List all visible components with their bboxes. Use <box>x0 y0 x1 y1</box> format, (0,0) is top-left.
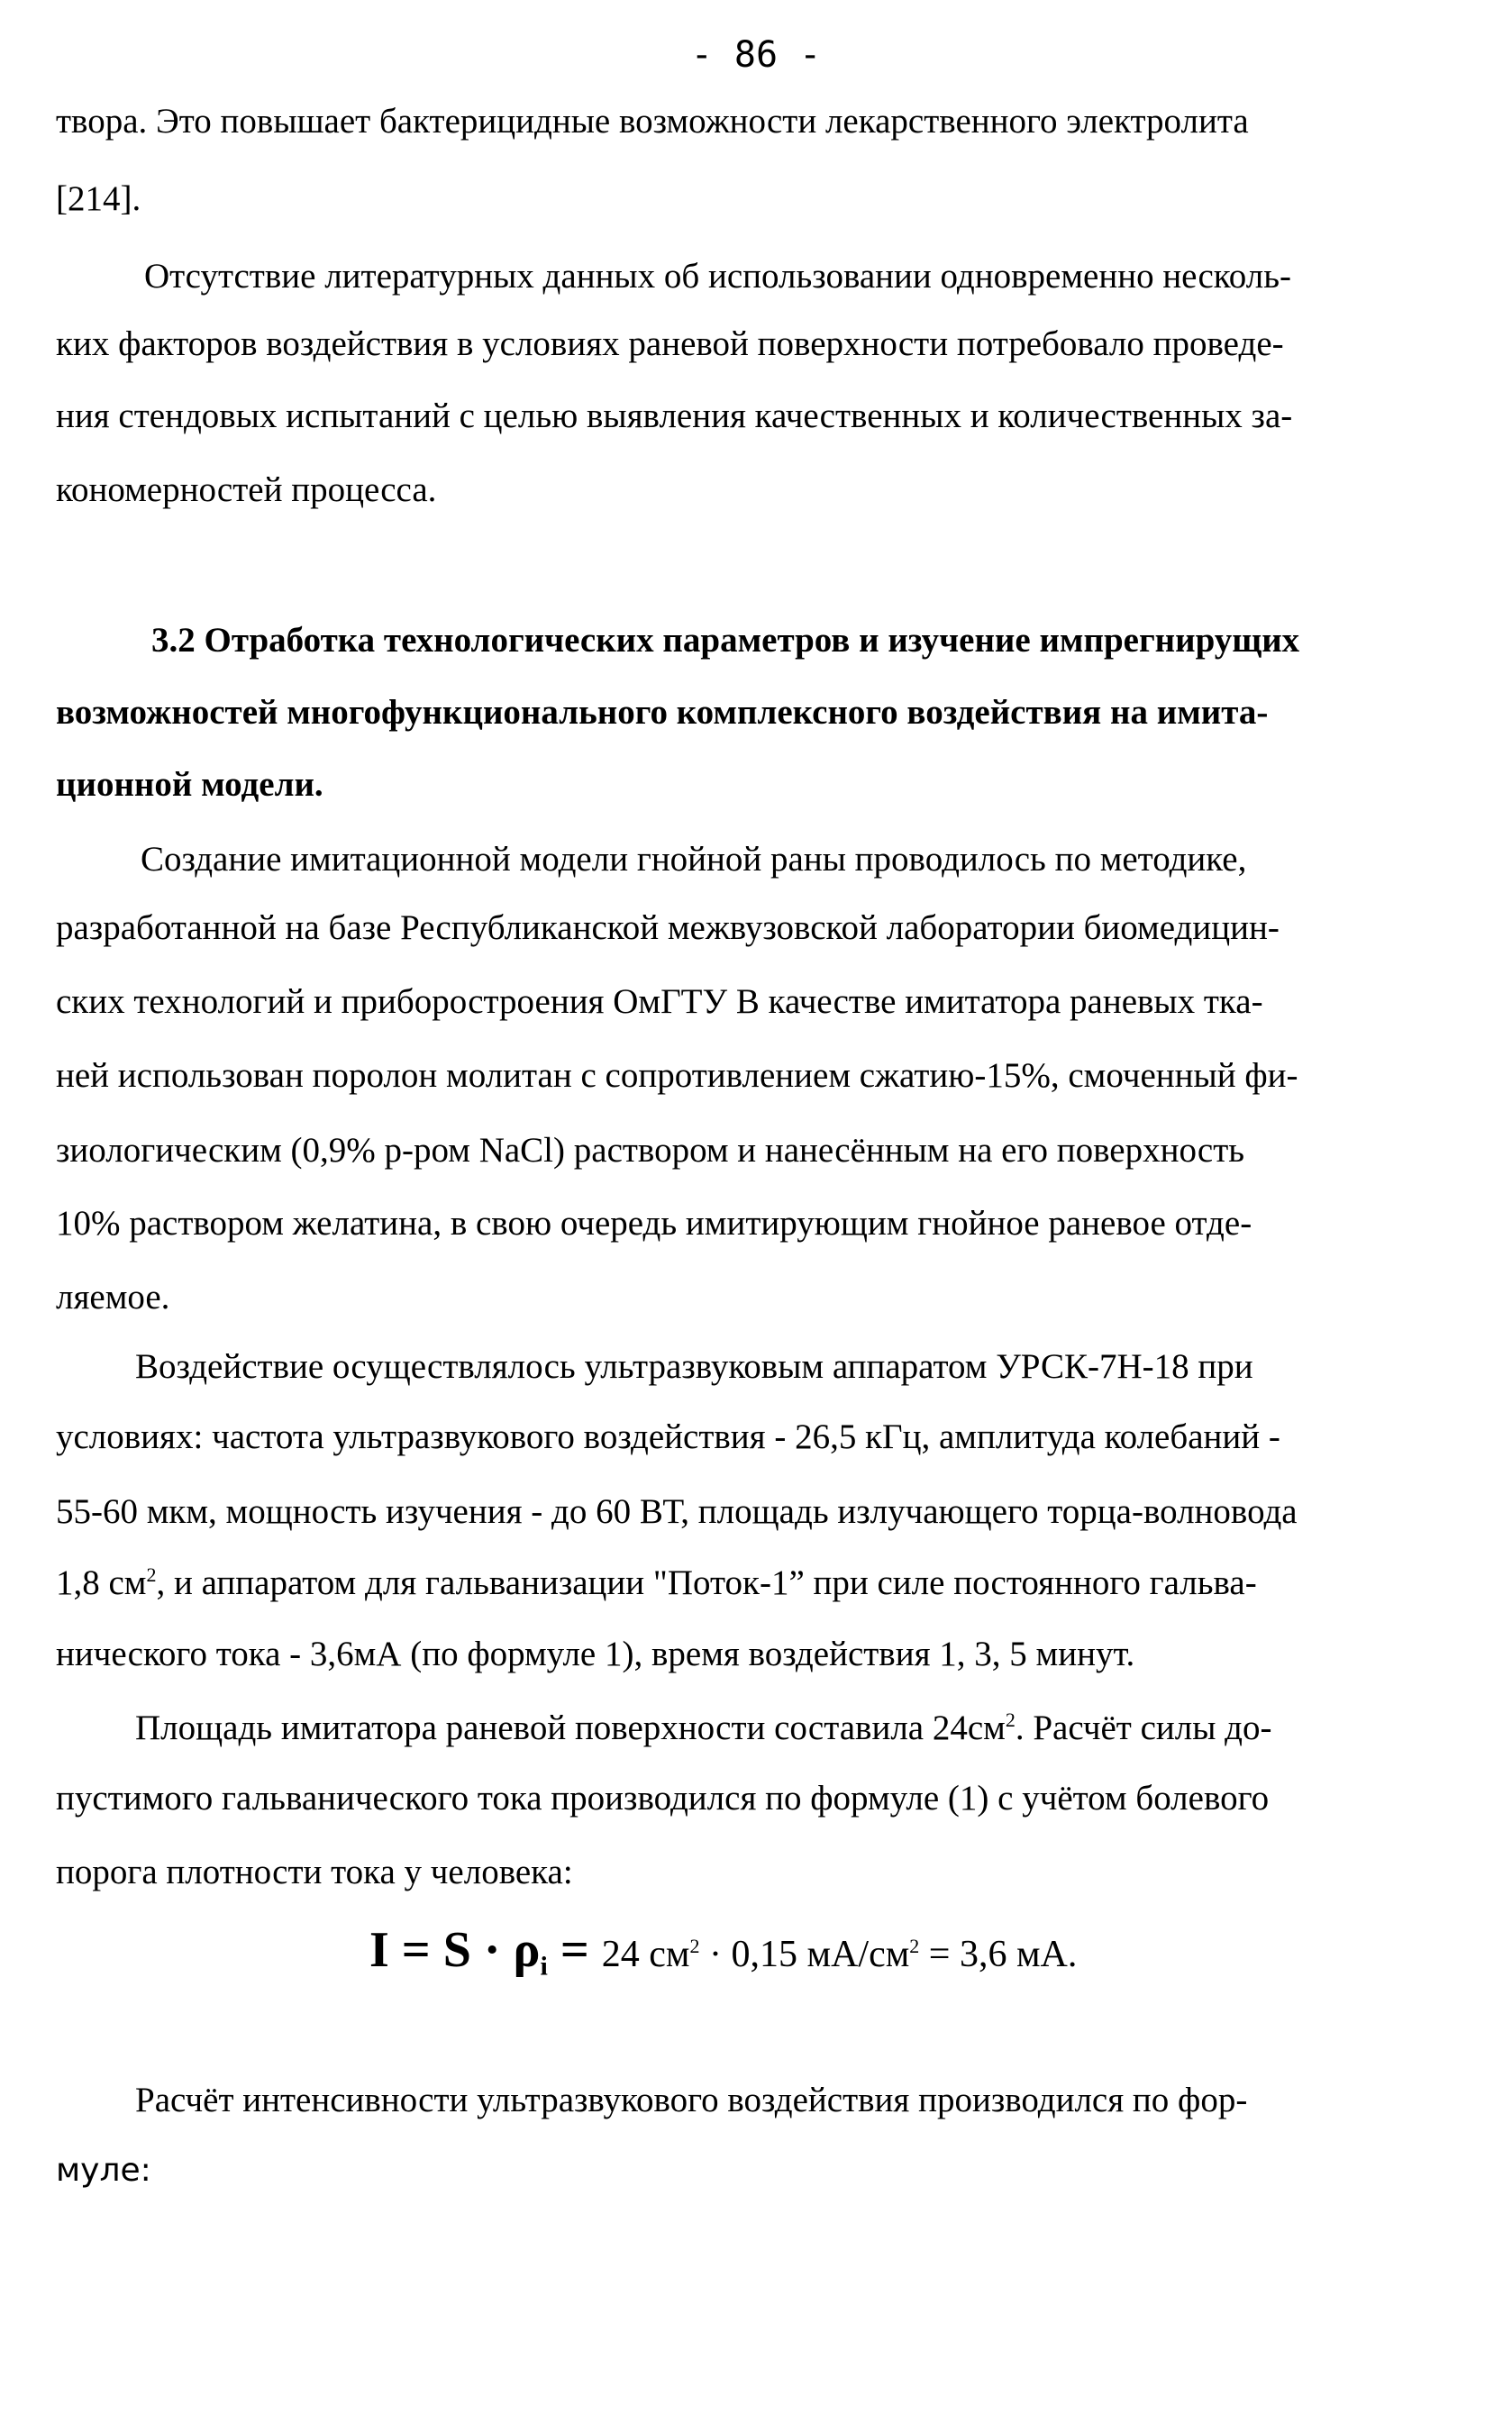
text-line: 55-60 мкм, мощность изучения - до 60 ВТ, площадь излучающего торца-волновода <box>56 1492 1298 1531</box>
superscript: 2 <box>146 1563 157 1586</box>
superscript: 2 <box>1005 1709 1016 1731</box>
section-heading: ционной модели. <box>56 765 323 804</box>
text-fragment: Площадь имитатора раневой поверхности составила 24см <box>135 1709 1006 1747</box>
text-line: ских технологий и приборостроения ОмГТУ В качестве имитатора раневых тка- <box>56 982 1263 1021</box>
text-line: порога плотности тока у человека: <box>56 1853 573 1891</box>
formula-lhs: I = S · ρ <box>369 1922 541 1978</box>
formula-equals: = <box>547 1922 602 1978</box>
text-line: кономерностей процесса. <box>56 470 437 509</box>
text-line: зиологическим (0,9% р-ром NaCl) раствором и нанесённым на его поверхность <box>56 1131 1245 1170</box>
text-line: нического тока - 3,6мА (по формуле 1), время воздействия 1, 3, 5 минут. <box>56 1635 1135 1673</box>
text-fragment: , и аппаратом для гальванизации "Поток-1” при силе постоянного гальва- <box>156 1563 1257 1602</box>
section-heading: возможностей многофункционального комплексного воздействия на имита- <box>56 693 1269 732</box>
text-line: условиях: частота ультразвукового воздействия - 26,5 кГц, амплитуда колебаний - <box>56 1417 1280 1456</box>
formula-subscript: i <box>540 1951 548 1982</box>
text-line: Расчёт интенсивности ультразвукового воздействия производился по фор- <box>135 2081 1248 2119</box>
formula-rhs-c: = 3,6 мА. <box>919 1934 1078 1975</box>
text-line: ляемое. <box>56 1278 170 1317</box>
formula <box>369 1921 1077 1982</box>
text-line: 10% раствором желатина, в свою очередь имитирующим гнойное раневое отде- <box>56 1204 1252 1243</box>
text-line: Отсутствие литературных данных об использовании одновременно несколь- <box>144 257 1291 296</box>
text-line: [214]. <box>56 179 141 218</box>
text-line <box>56 1561 1257 1606</box>
formula-superscript: 2 <box>689 1935 700 1957</box>
text-line: Воздействие осуществлялось ультразвуковым аппаратом УРСК-7Н-18 при <box>135 1347 1253 1386</box>
section-heading: 3.2 Отработка технологических параметров и изучение импрегнирущих <box>151 621 1300 660</box>
text-line: Создание имитационной модели гнойной раны проводилось по методике, <box>141 840 1247 879</box>
text-line: твора. Это повышает бактерицидные возможности лекарственного электролита <box>56 102 1249 141</box>
text-line: ней использован поролон молитан с сопротивлением сжатию-15%, смоченный фи- <box>56 1056 1298 1095</box>
text-line: ния стендовых испытаний с целью выявления качественных и количественных за- <box>56 396 1293 435</box>
text-line: муле: <box>56 2152 151 2189</box>
text-line <box>135 1706 1272 1751</box>
page-number: - 86 - <box>690 34 822 76</box>
formula-rhs-a: 24 см <box>601 1934 690 1975</box>
formula-superscript: 2 <box>909 1935 920 1957</box>
text-line: разработанной на базе Республиканской межвузовской лаборатории биомедицин- <box>56 908 1280 947</box>
formula-rhs-b: · 0,15 мА/см <box>699 1934 910 1975</box>
text-line: пустимого гальванического тока производился по формуле (1) с учётом болевого <box>56 1779 1270 1818</box>
text-line: ких факторов воздействия в условиях раневой поверхности потребовало проведе- <box>56 324 1284 363</box>
text-fragment: 1,8 см <box>56 1563 147 1602</box>
text-fragment: . Расчёт силы до- <box>1015 1709 1272 1747</box>
